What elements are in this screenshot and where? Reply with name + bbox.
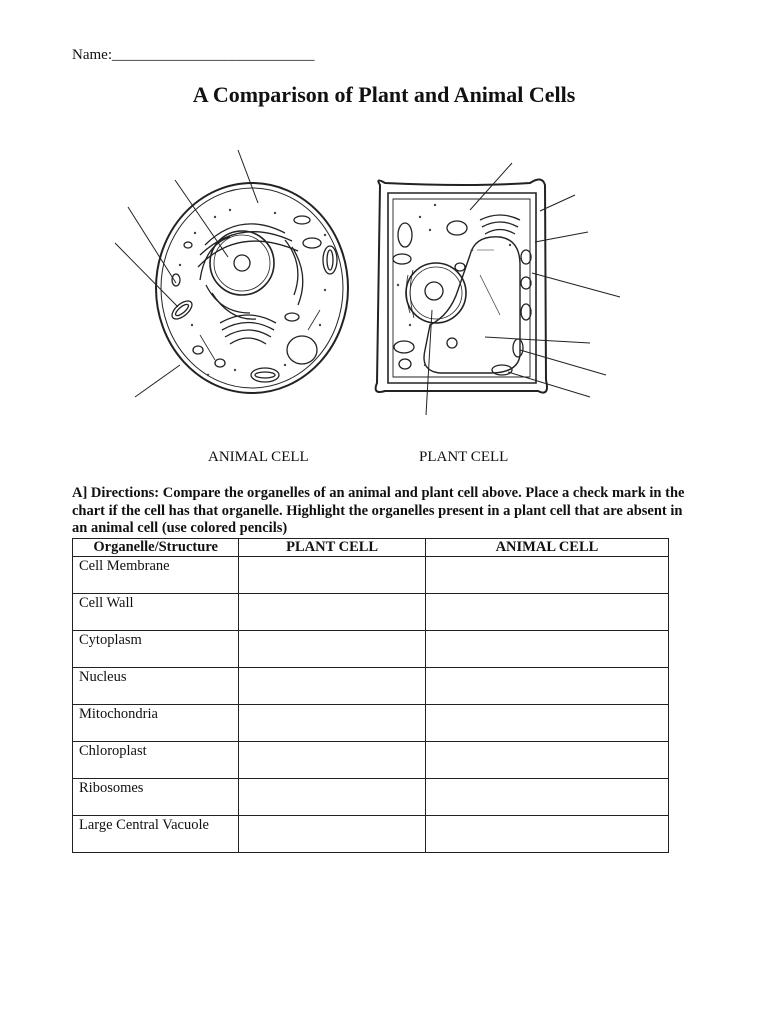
plant-check-cell[interactable] <box>239 779 426 816</box>
organelle-name: Nucleus <box>73 668 239 705</box>
plant-check-cell[interactable] <box>239 816 426 853</box>
animal-check-cell[interactable] <box>425 816 668 853</box>
table-row <box>73 594 669 631</box>
table-row <box>73 742 669 779</box>
plant-check-cell[interactable] <box>239 668 426 705</box>
table-row <box>73 705 669 742</box>
header-animal-cell: ANIMAL CELL <box>425 539 668 557</box>
header-organelle: Organelle/Structure <box>73 539 239 557</box>
table-row <box>73 668 669 705</box>
animal-check-cell[interactable] <box>425 668 668 705</box>
plant-cell-caption: PLANT CELL <box>419 449 509 465</box>
animal-check-cell[interactable] <box>425 557 668 594</box>
plant-check-cell[interactable] <box>239 742 426 779</box>
table-row <box>73 631 669 668</box>
organelle-name: Large Central Vacuole <box>73 816 239 853</box>
plant-check-cell[interactable] <box>239 557 426 594</box>
table-header-row <box>73 539 669 557</box>
table-row <box>73 779 669 816</box>
animal-check-cell[interactable] <box>425 779 668 816</box>
plant-check-cell[interactable] <box>239 631 426 668</box>
organelle-comparison-table <box>72 538 669 853</box>
animal-cell-drawing <box>156 183 348 393</box>
header-plant-cell: PLANT CELL <box>239 539 426 557</box>
table-row <box>73 557 669 594</box>
plant-cell-drawing <box>376 179 547 392</box>
table-row <box>73 816 669 853</box>
plant-check-cell[interactable] <box>239 705 426 742</box>
organelle-name: Cell Wall <box>73 594 239 631</box>
animal-cell-caption: ANIMAL CELL <box>208 449 309 465</box>
animal-check-cell[interactable] <box>425 705 668 742</box>
animal-check-cell[interactable] <box>425 594 668 631</box>
organelle-name: Mitochondria <box>73 705 239 742</box>
plant-check-cell[interactable] <box>239 594 426 631</box>
directions-text: A] Directions: Compare the organelles of an animal and plant cell above. Place a check mark in the chart if the cell has that organelle. Highlight the organelles present in a plant cell that are absent in an animal cell (use colored pencils) <box>72 485 685 536</box>
cell-diagram <box>80 125 680 435</box>
organelle-name: Cell Membrane <box>73 557 239 594</box>
name-blank[interactable]: ___________________________ <box>111 47 315 63</box>
name-label: Name: <box>72 47 112 63</box>
organelle-name: Cytoplasm <box>73 631 239 668</box>
name-field[interactable] <box>72 47 314 64</box>
animal-check-cell[interactable] <box>425 631 668 668</box>
page-title: A Comparison of Plant and Animal Cells <box>192 82 576 107</box>
organelle-name: Ribosomes <box>73 779 239 816</box>
organelle-name: Chloroplast <box>73 742 239 779</box>
animal-check-cell[interactable] <box>425 742 668 779</box>
